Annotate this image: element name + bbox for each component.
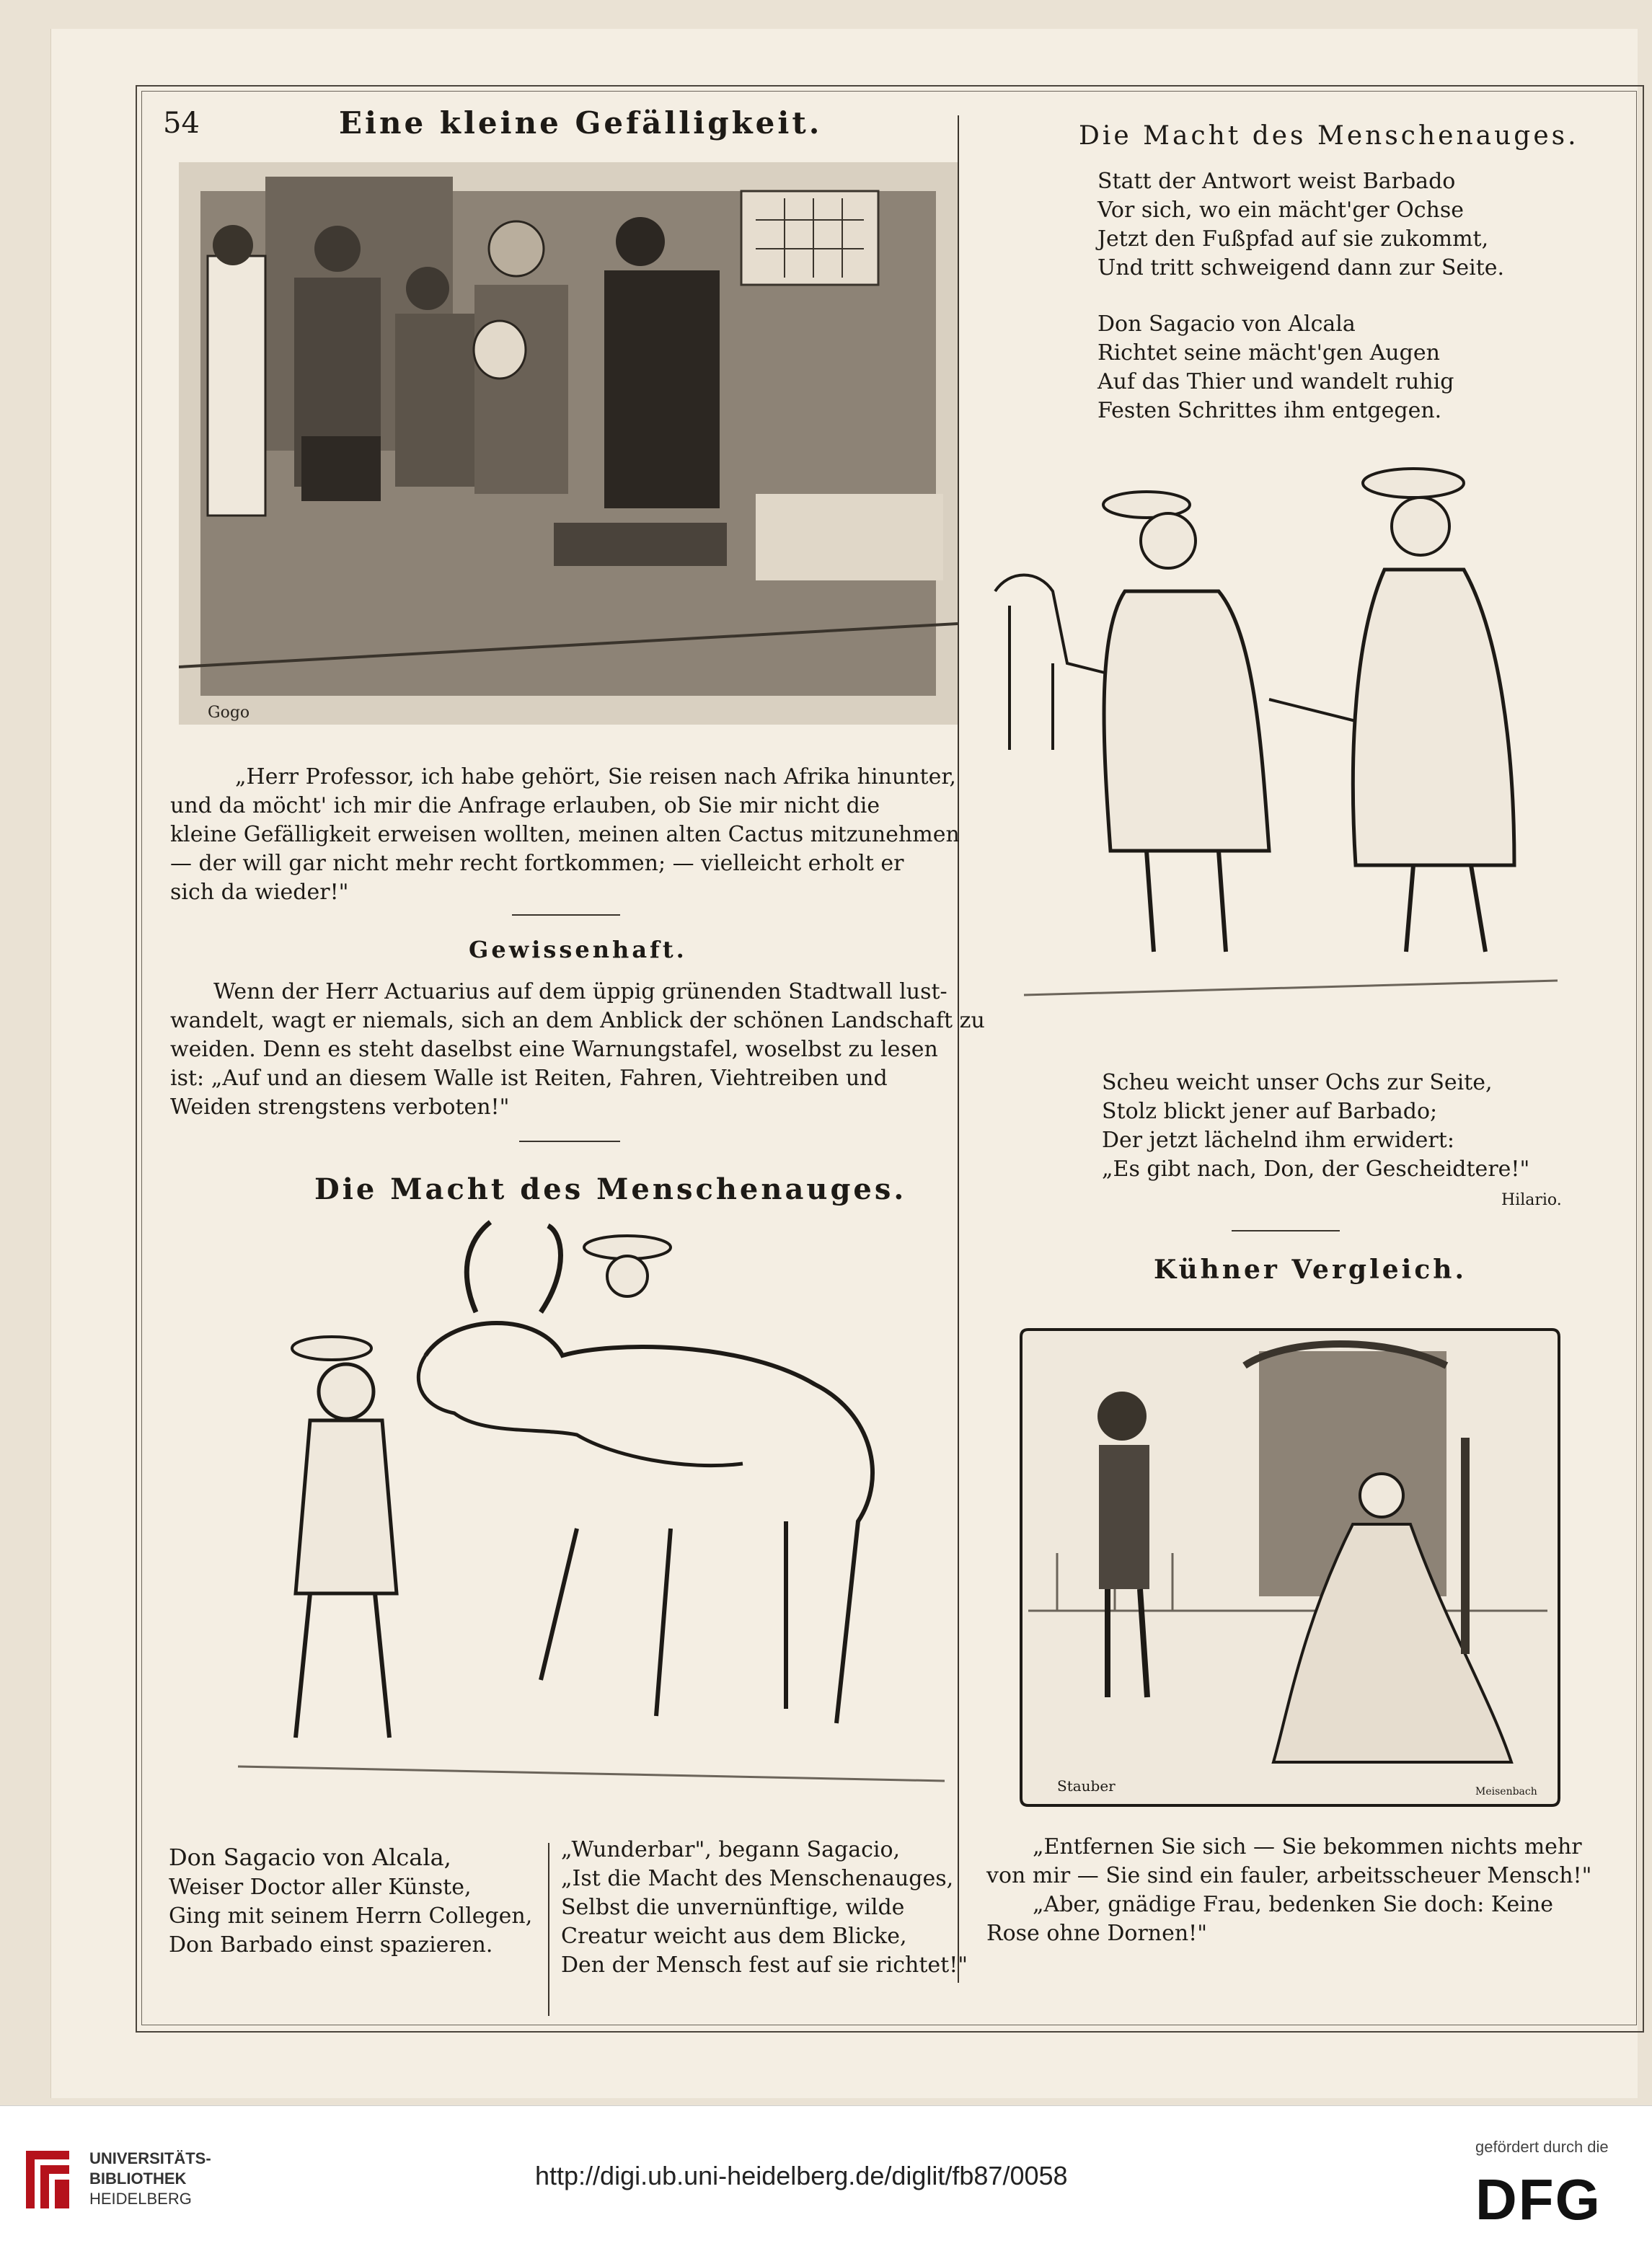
story4-title: Kühner Vergleich. [1154, 1255, 1467, 1285]
story3-cont-title: Die Macht des Menschenauges. [1079, 121, 1579, 151]
story2-line-4: ist: „Auf und an diesem Walle ist Reiten, Fahren, Viehtreiben und [170, 1066, 888, 1091]
story1-title: Eine kleine Gefälligkeit. [339, 105, 823, 141]
library-logo-icon [19, 2144, 76, 2216]
story1-line-3: kleine Gefälligkeit erweisen wollten, meinen alten Cactus mitzunehmen [170, 822, 960, 847]
story2-title: Gewissenhaft. [469, 936, 687, 963]
stanza3-line-2: Stolz blickt jener auf Barbado; [1102, 1099, 1438, 1124]
signature-meisenbach: Meisenbach [1475, 1786, 1537, 1797]
separator-3 [1232, 1230, 1340, 1231]
stanza2-line-2: Richtet seine mächt'gen Augen [1097, 340, 1440, 366]
story3-title: Die Macht des Menschenauges. [314, 1172, 907, 1206]
stanza2-line-4: Festen Schrittes ihm entgegen. [1097, 398, 1442, 423]
illustration-vergleich [1014, 1322, 1566, 1813]
stanza3-line-3: Der jetzt lächelnd ihm erwidert: [1102, 1128, 1454, 1153]
column-rule [958, 115, 959, 1983]
permalink-url[interactable]: http://digi.ub.uni-heidelberg.de/diglit/fb87/0058 [535, 2161, 1068, 2190]
stanza3-line-4: „Es gibt nach, Don, der Gescheidtere!" [1102, 1157, 1530, 1182]
verse-left-4: Don Barbado einst spazieren. [169, 1932, 493, 1958]
library-name-2: BIBLIOTHEK [89, 2170, 187, 2188]
dfg-logo: DFG [1475, 2167, 1602, 2232]
stanza3-line-1: Scheu weicht unser Ochs zur Seite, [1102, 1070, 1493, 1095]
story1-line-1: „Herr Professor, ich habe gehört, Sie reisen nach Afrika hinunter, [235, 764, 956, 790]
story4-line-2: von mir — Sie sind ein fauler, arbeitsscheuer Mensch!" [986, 1863, 1592, 1888]
stanza1-line-3: Jetzt den Fußpfad auf sie zukommt, [1097, 226, 1489, 252]
story2-line-5: Weiden strengstens verboten!" [170, 1094, 510, 1120]
verse-right-1: „Wunderbar", begann Sagacio, [561, 1837, 901, 1862]
story4-line-1: „Entfernen Sie sich — Sie bekommen nichts mehr [1033, 1834, 1582, 1859]
verse-right-5: Den der Mensch fest auf sie richtet!" [561, 1953, 968, 1978]
author-hilario: Hilario. [1501, 1191, 1562, 1209]
library-name-1: UNIVERSITÄTS- [89, 2149, 211, 2167]
story2-line-3: weiden. Denn es steht daselbst eine Warnungstafel, woselbst zu lesen [170, 1037, 938, 1062]
illustration-gefaelligkeit [179, 162, 958, 725]
verse-left-2: Weiser Doctor aller Künste, [169, 1875, 472, 1900]
signature-gogo: Gogo [208, 704, 250, 722]
verse-right-2: „Ist die Macht des Menschenauges, [561, 1866, 954, 1891]
verse-right-4: Creatur weicht aus dem Blicke, [561, 1924, 907, 1949]
story4-line-3: „Aber, gnädige Frau, bedenken Sie doch: Keine [1033, 1892, 1553, 1917]
story1-line-2: und da möcht' ich mir die Anfrage erlauben, ob Sie mir nicht die [170, 793, 880, 818]
story2-line-2: wandelt, wagt er niemals, sich an dem Anblick der schönen Landschaft zu [170, 1008, 985, 1033]
story1-line-4: — der will gar nicht mehr recht fortkommen; — vielleicht erholt er [170, 851, 904, 876]
stanza1-line-1: Statt der Antwort weist Barbado [1097, 169, 1456, 194]
stanza2-line-1: Don Sagacio von Alcala [1097, 311, 1356, 337]
story1-line-5: sich da wieder!" [170, 880, 349, 905]
sponsor-label: gefördert durch die [1475, 2138, 1609, 2156]
illustration-ox-right [981, 447, 1601, 1053]
verse-right-3: Selbst die unvernünftige, wilde [561, 1895, 905, 1920]
stanza2-line-3: Auf das Thier und wandelt ruhig [1097, 369, 1454, 394]
story2-line-1: Wenn der Herr Actuarius auf dem üppig grünenden Stadtwall lust- [213, 979, 948, 1004]
story4-line-4: Rose ohne Dornen!" [986, 1921, 1208, 1946]
separator-1 [512, 914, 620, 916]
illustration-ox-left [238, 1219, 945, 1795]
separator-2 [519, 1141, 620, 1142]
verse-left-1: Don Sagacio von Alcala, [169, 1844, 451, 1871]
stanza1-line-2: Vor sich, wo ein mächt'ger Ochse [1097, 198, 1464, 223]
stanza1-line-4: Und tritt schweigend dann zur Seite. [1097, 255, 1505, 280]
verse-divider [548, 1843, 549, 2016]
page-number: 54 [163, 107, 200, 140]
verse-left-3: Ging mit seinem Herrn Collegen, [169, 1903, 533, 1929]
signature-stauber: Stauber [1057, 1777, 1116, 1795]
viewer-footer [0, 2105, 1652, 2251]
library-name-3: HEIDELBERG [89, 2190, 192, 2208]
